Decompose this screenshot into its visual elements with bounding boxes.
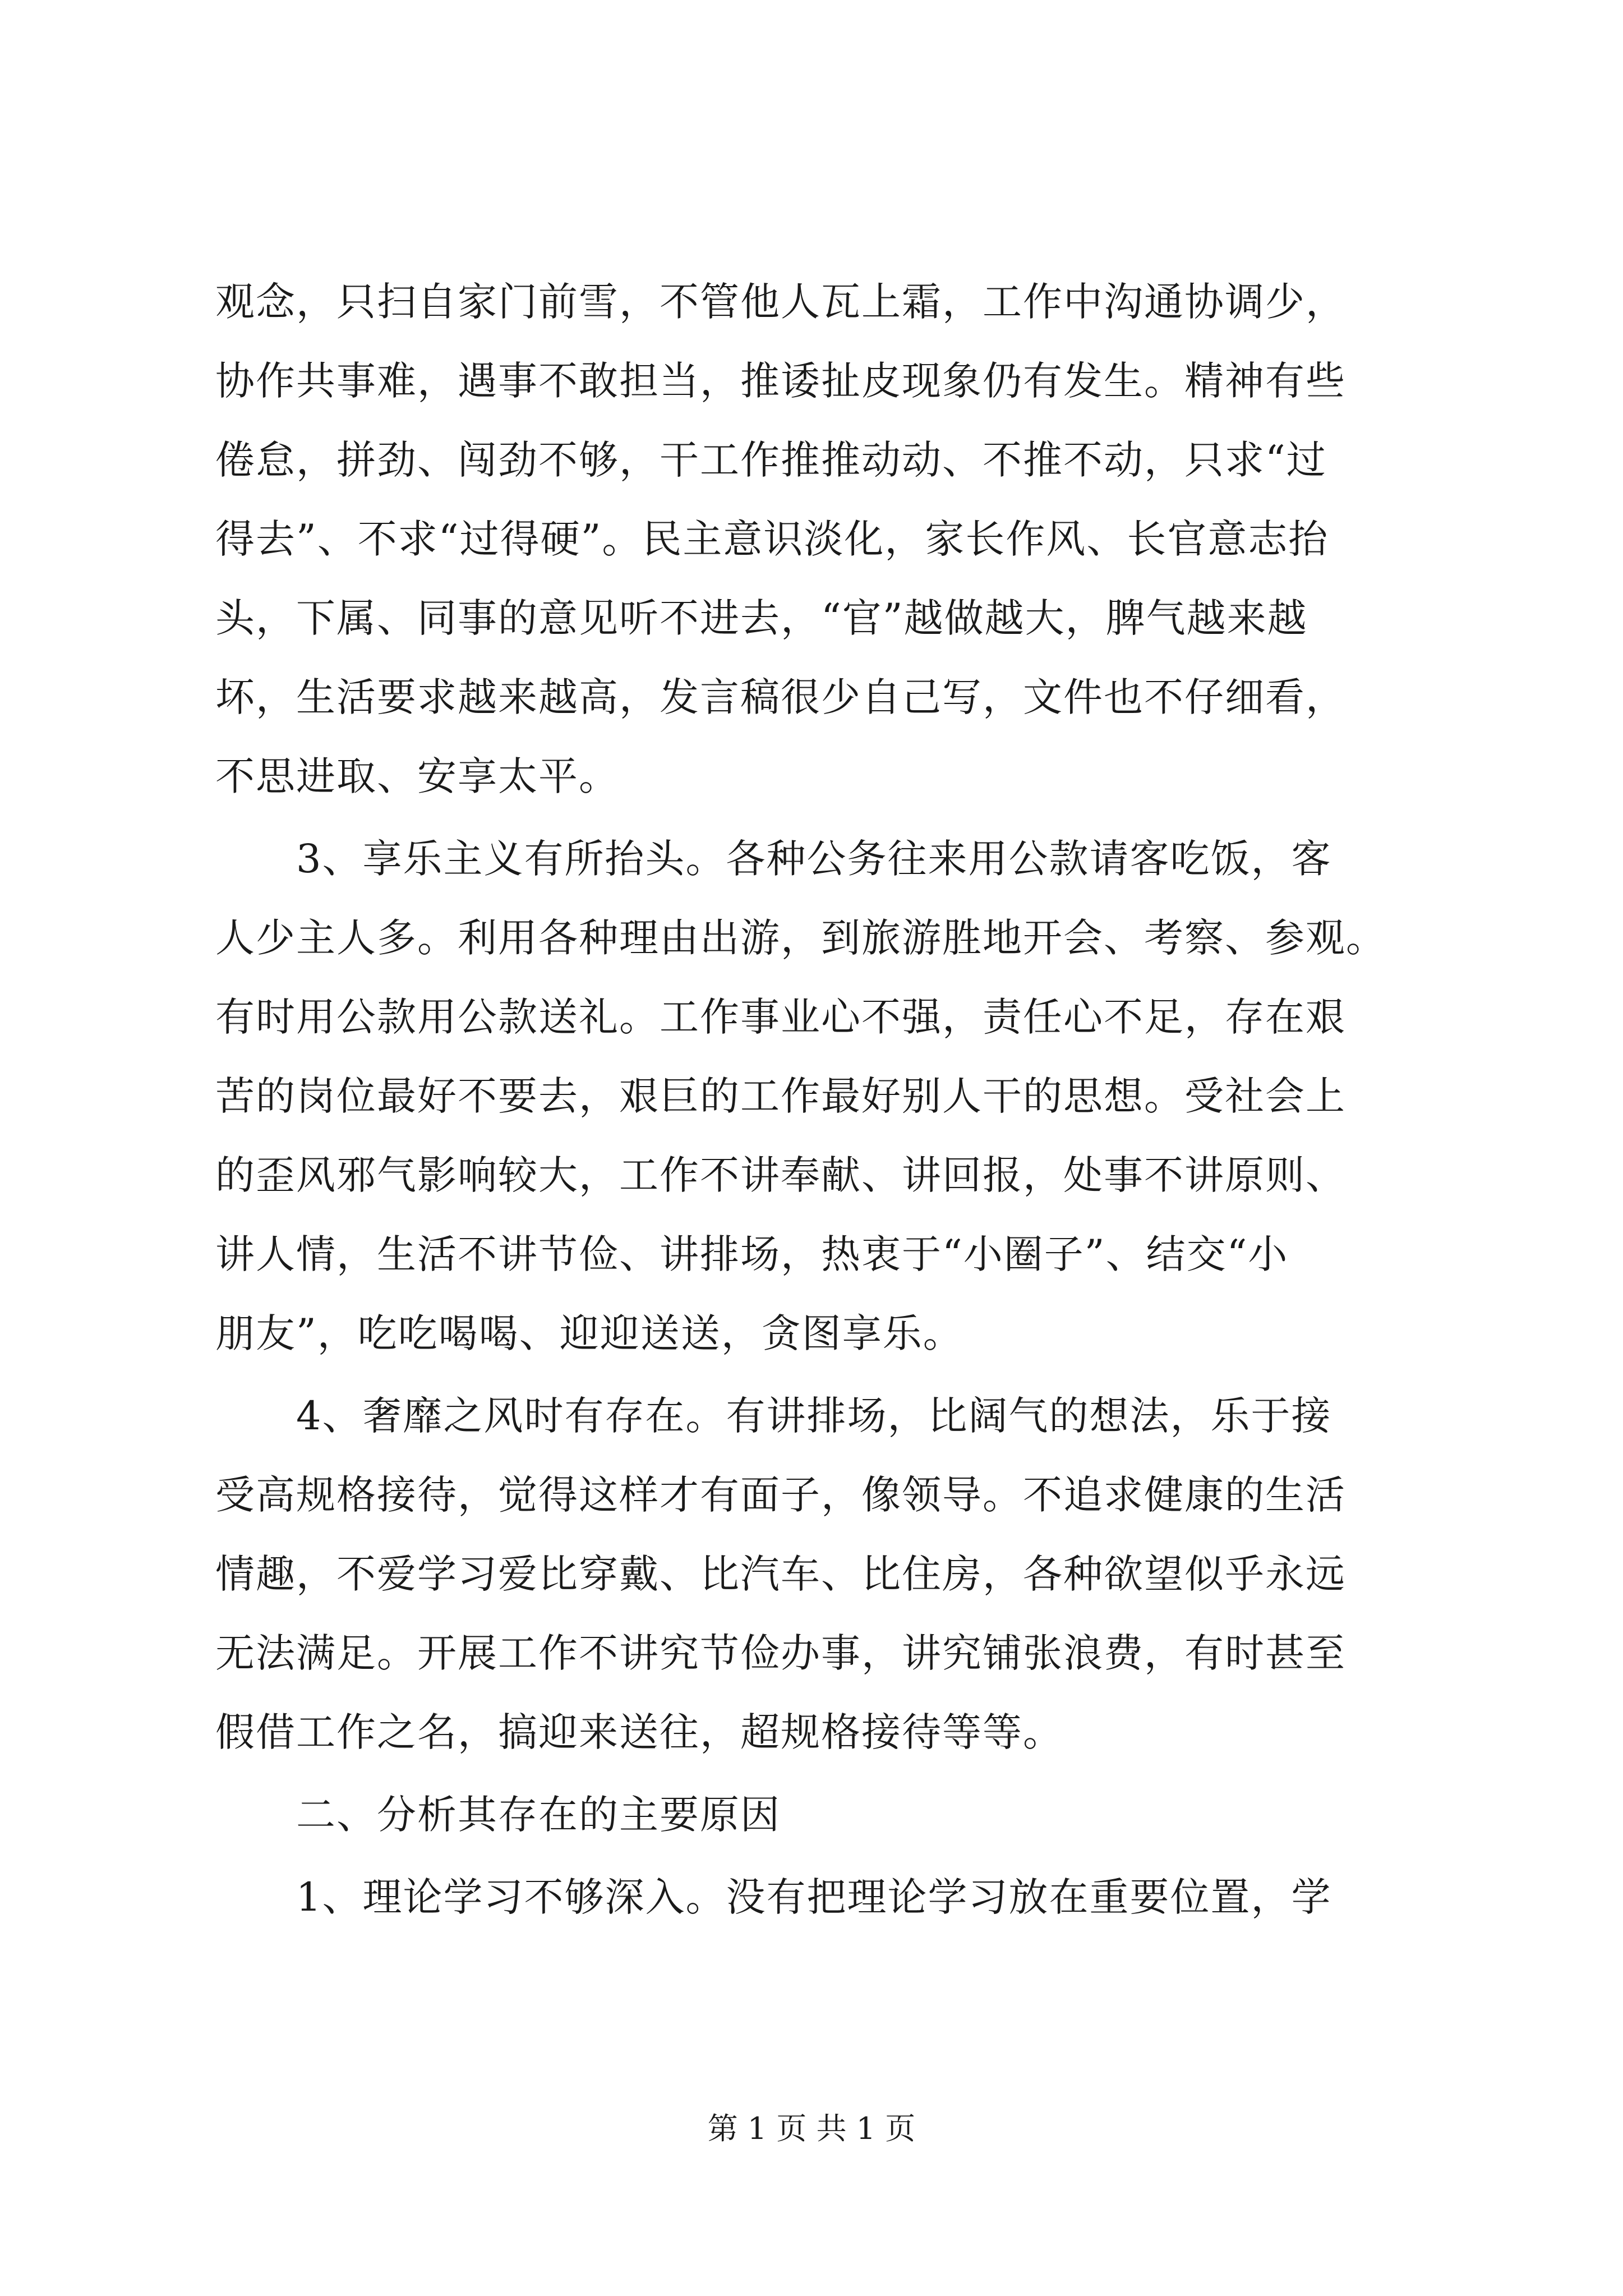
text-line: 不思进取、安享太平。: [215, 753, 619, 799]
text-line: 朋友”，吃吃喝喝、迎迎送送，贪图享乐。: [215, 1310, 963, 1356]
page-footer: 第 1 页 共 1 页: [707, 2111, 916, 2146]
text-line: 受高规格接待，觉得这样才有面子，像领导。不追求健康的生活: [215, 1472, 1346, 1518]
text-line: 得去”、不求“过得硬”。民主意识淡化，家长作风、长官意志抬: [215, 516, 1329, 562]
body-text: [215, 263, 1410, 1937]
text-line: 4、奢靡之风时有存在。有讲排场，比阔气的想法，乐于接: [215, 1393, 1332, 1439]
text-line: 头，下属、同事的意见听不进去，“官”越做越大，脾气越来越: [215, 595, 1308, 641]
text-line: 人少主人多。利用各种理由出游，到旅游胜地开会、考察、参观。: [215, 915, 1386, 961]
text-line: 3、享乐主义有所抬头。各种公务往来用公款请客吃饭，客: [215, 836, 1332, 882]
text-line: 有时用公款用公款送礼。工作事业心不强，责任心不足，存在艰: [215, 994, 1346, 1040]
text-line: 1、理论学习不够深入。没有把理论学习放在重要位置，学: [215, 1874, 1332, 1920]
text-line: 倦怠，拼劲、闯劲不够，干工作推推动动、不推不动，只求“过: [215, 437, 1327, 483]
text-line: 观念，只扫自家门前雪，不管他人瓦上霜，工作中沟通协调少，: [215, 279, 1346, 325]
text-line: 假借工作之名，搞迎来送往，超规格接待等等。: [215, 1709, 1063, 1755]
section-heading: 二、分析其存在的主要原因: [215, 1792, 781, 1838]
text-line: 苦的岗位最好不要去，艰巨的工作最好别人干的思想。受社会上: [215, 1073, 1346, 1119]
text-line: 坏，生活要求越来越高，发言稿很少自己写，文件也不仔细看，: [215, 674, 1346, 720]
text-line: 无法满足。开展工作不讲究节俭办事，讲究铺张浪费，有时甚至: [215, 1630, 1346, 1676]
text-line: 协作共事难，遇事不敢担当，推诿扯皮现象仍有发生。精神有些: [215, 358, 1346, 404]
text-line: 情趣，不爱学习爱比穿戴、比汽车、比住房，各种欲望似乎永远: [215, 1551, 1346, 1597]
text-line: 的歪风邪气影响较大，工作不讲奉献、讲回报，处事不讲原则、: [215, 1152, 1346, 1198]
text-line: 讲人情，生活不讲节俭、讲排场，热衷于“小圈子”、结交“小: [215, 1231, 1289, 1277]
